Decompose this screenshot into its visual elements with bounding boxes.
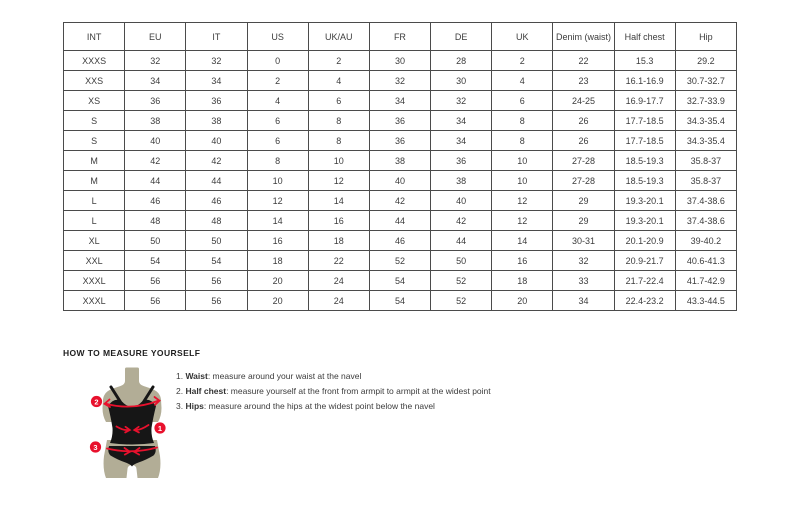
size-cell: 26	[553, 111, 614, 131]
size-cell: 56	[186, 291, 247, 311]
measure-step: 2. Half chest: measure yourself at the front from armpit to armpit at the widest point	[176, 386, 491, 396]
size-cell: 29	[553, 191, 614, 211]
size-cell: 44	[125, 171, 186, 191]
table-row	[64, 231, 737, 251]
size-cell: 33	[553, 271, 614, 291]
size-cell: 46	[125, 191, 186, 211]
size-cell: 19.3-20.1	[614, 211, 675, 231]
table-row	[64, 211, 737, 231]
column-header: IT	[186, 23, 247, 51]
size-cell: XXXL	[64, 271, 125, 291]
table-row	[64, 91, 737, 111]
size-cell: 40	[186, 131, 247, 151]
size-cell: 37.4-38.6	[675, 211, 736, 231]
size-cell: 18	[308, 231, 369, 251]
size-cell: 16.1-16.9	[614, 71, 675, 91]
size-cell: XXXS	[64, 51, 125, 71]
size-cell: 14	[308, 191, 369, 211]
size-cell: 32	[125, 51, 186, 71]
size-cell: 4	[308, 71, 369, 91]
size-cell: 34	[125, 71, 186, 91]
size-cell: 12	[492, 211, 553, 231]
size-cell: 19.3-20.1	[614, 191, 675, 211]
table-row	[64, 251, 737, 271]
size-cell: 8	[492, 131, 553, 151]
size-cell: 54	[369, 291, 430, 311]
size-cell: 29.2	[675, 51, 736, 71]
size-cell: 54	[186, 251, 247, 271]
size-cell: 20	[247, 271, 308, 291]
size-cell: 20.9-21.7	[614, 251, 675, 271]
size-cell: 6	[492, 91, 553, 111]
size-cell: 44	[369, 211, 430, 231]
size-cell: 18	[247, 251, 308, 271]
size-cell: 32	[186, 51, 247, 71]
size-cell: 24	[308, 291, 369, 311]
size-cell: 30	[431, 71, 492, 91]
size-cell: 38	[369, 151, 430, 171]
size-cell: 30-31	[553, 231, 614, 251]
size-cell: 22	[553, 51, 614, 71]
size-cell: M	[64, 171, 125, 191]
size-cell: 42	[431, 211, 492, 231]
size-cell: 35.8-37	[675, 171, 736, 191]
size-cell: 12	[492, 191, 553, 211]
size-cell: 54	[369, 271, 430, 291]
column-header: UK/AU	[308, 23, 369, 51]
size-cell: 32	[553, 251, 614, 271]
measure-term: Hips	[185, 401, 204, 411]
size-cell: 18.5-19.3	[614, 171, 675, 191]
size-cell: 34	[369, 91, 430, 111]
size-cell: 6	[247, 111, 308, 131]
svg-text:1: 1	[157, 423, 163, 433]
size-cell: 16	[492, 251, 553, 271]
size-chart-table	[63, 22, 737, 311]
column-header: EU	[125, 23, 186, 51]
size-cell: 8	[308, 111, 369, 131]
size-cell: 56	[125, 271, 186, 291]
measure-step: 3. Hips: measure around the hips at the widest point below the navel	[176, 401, 435, 411]
size-cell: 12	[308, 171, 369, 191]
badge-waist	[154, 422, 165, 433]
size-cell: 36	[369, 131, 430, 151]
size-cell: 14	[492, 231, 553, 251]
size-cell: 35.8-37	[675, 151, 736, 171]
size-cell: 38	[186, 111, 247, 131]
size-cell: 36	[369, 111, 430, 131]
measurement-figure	[80, 366, 185, 484]
size-cell: 48	[125, 211, 186, 231]
table-row	[64, 111, 737, 131]
size-cell: 40.6-41.3	[675, 251, 736, 271]
size-cell: L	[64, 191, 125, 211]
size-cell: 14	[247, 211, 308, 231]
size-cell: 32.7-33.9	[675, 91, 736, 111]
size-cell: 40	[431, 191, 492, 211]
table-row	[64, 131, 737, 151]
badge-hips	[90, 441, 101, 452]
size-cell: S	[64, 131, 125, 151]
size-cell: 21.7-22.4	[614, 271, 675, 291]
size-cell: 46	[369, 231, 430, 251]
size-cell: 56	[186, 271, 247, 291]
size-cell: 43.3-44.5	[675, 291, 736, 311]
size-cell: 38	[125, 111, 186, 131]
size-cell: 17.7-18.5	[614, 131, 675, 151]
size-cell: 27-28	[553, 151, 614, 171]
size-cell: 28	[431, 51, 492, 71]
size-cell: 36	[431, 151, 492, 171]
column-header: UK	[492, 23, 553, 51]
size-cell: 40	[369, 171, 430, 191]
size-cell: 48	[186, 211, 247, 231]
size-cell: 22.4-23.2	[614, 291, 675, 311]
column-header: US	[247, 23, 308, 51]
size-cell: 20	[247, 291, 308, 311]
size-cell: 52	[369, 251, 430, 271]
size-cell: 12	[247, 191, 308, 211]
column-header: Hip	[675, 23, 736, 51]
size-cell: 29	[553, 211, 614, 231]
mannequin-illustration	[80, 366, 185, 484]
size-cell: 52	[431, 291, 492, 311]
size-cell: 10	[492, 151, 553, 171]
size-cell: 42	[369, 191, 430, 211]
size-cell: 4	[492, 71, 553, 91]
size-cell: 8	[247, 151, 308, 171]
size-cell: 39-40.2	[675, 231, 736, 251]
size-cell: 2	[492, 51, 553, 71]
size-cell: 50	[125, 231, 186, 251]
measure-term: Waist	[185, 371, 208, 381]
size-cell: 8	[308, 131, 369, 151]
size-cell: 16.9-17.7	[614, 91, 675, 111]
size-cell: 34.3-35.4	[675, 131, 736, 151]
size-cell: 6	[308, 91, 369, 111]
measure-instructions	[176, 371, 491, 416]
size-cell: 34	[553, 291, 614, 311]
size-cell: 15.3	[614, 51, 675, 71]
size-cell: 32	[431, 91, 492, 111]
size-cell: 17.7-18.5	[614, 111, 675, 131]
table-row	[64, 171, 737, 191]
size-cell: 36	[125, 91, 186, 111]
size-cell: 32	[369, 71, 430, 91]
size-cell: 44	[431, 231, 492, 251]
size-cell: 41.7-42.9	[675, 271, 736, 291]
size-cell: 37.4-38.6	[675, 191, 736, 211]
size-cell: 34.3-35.4	[675, 111, 736, 131]
size-cell: 40	[125, 131, 186, 151]
size-cell: 20.1-20.9	[614, 231, 675, 251]
size-cell: 18.5-19.3	[614, 151, 675, 171]
column-header: Denim (waist)	[553, 23, 614, 51]
size-cell: XXL	[64, 251, 125, 271]
size-cell: 50	[431, 251, 492, 271]
size-cell: M	[64, 151, 125, 171]
size-cell: 54	[125, 251, 186, 271]
size-cell: 27-28	[553, 171, 614, 191]
size-cell: 42	[186, 151, 247, 171]
size-cell: 44	[186, 171, 247, 191]
size-cell: 24	[308, 271, 369, 291]
size-cell: 34	[431, 131, 492, 151]
column-header: DE	[431, 23, 492, 51]
column-header: FR	[369, 23, 430, 51]
size-cell: S	[64, 111, 125, 131]
size-cell: XS	[64, 91, 125, 111]
measure-step: 1. Waist: measure around your waist at the navel	[176, 371, 362, 381]
size-cell: 4	[247, 91, 308, 111]
size-cell: 18	[492, 271, 553, 291]
size-cell: 50	[186, 231, 247, 251]
size-cell: XXXL	[64, 291, 125, 311]
size-cell: 8	[492, 111, 553, 131]
size-cell: 10	[247, 171, 308, 191]
size-cell: 16	[247, 231, 308, 251]
size-cell: 30.7-32.7	[675, 71, 736, 91]
svg-text:2: 2	[94, 397, 99, 407]
table-row	[64, 271, 737, 291]
size-cell: 10	[308, 151, 369, 171]
size-cell: 6	[247, 131, 308, 151]
column-header: INT	[64, 23, 125, 51]
size-cell: 30	[369, 51, 430, 71]
size-cell: 56	[125, 291, 186, 311]
column-header: Half chest	[614, 23, 675, 51]
size-cell: 52	[431, 271, 492, 291]
size-cell: 42	[125, 151, 186, 171]
size-cell: 46	[186, 191, 247, 211]
table-row	[64, 151, 737, 171]
size-cell: 2	[308, 51, 369, 71]
measure-section-heading: HOW TO MEASURE YOURSELF	[63, 348, 201, 358]
size-cell: 0	[247, 51, 308, 71]
size-cell: 36	[186, 91, 247, 111]
table-row	[64, 71, 737, 91]
size-cell: 23	[553, 71, 614, 91]
size-cell: 20	[492, 291, 553, 311]
table-row	[64, 191, 737, 211]
size-cell: XL	[64, 231, 125, 251]
size-cell: 22	[308, 251, 369, 271]
size-cell: 38	[431, 171, 492, 191]
measure-term: Half chest	[185, 386, 227, 396]
svg-text:3: 3	[93, 442, 98, 452]
table-row	[64, 291, 737, 311]
size-cell: 10	[492, 171, 553, 191]
table-row	[64, 51, 737, 71]
table-header-row	[64, 23, 737, 51]
size-cell: 24-25	[553, 91, 614, 111]
size-cell: 34	[186, 71, 247, 91]
badge-chest	[91, 396, 102, 407]
size-cell: 26	[553, 131, 614, 151]
size-cell: L	[64, 211, 125, 231]
size-cell: 2	[247, 71, 308, 91]
size-cell: 34	[431, 111, 492, 131]
size-cell: XXS	[64, 71, 125, 91]
size-cell: 16	[308, 211, 369, 231]
